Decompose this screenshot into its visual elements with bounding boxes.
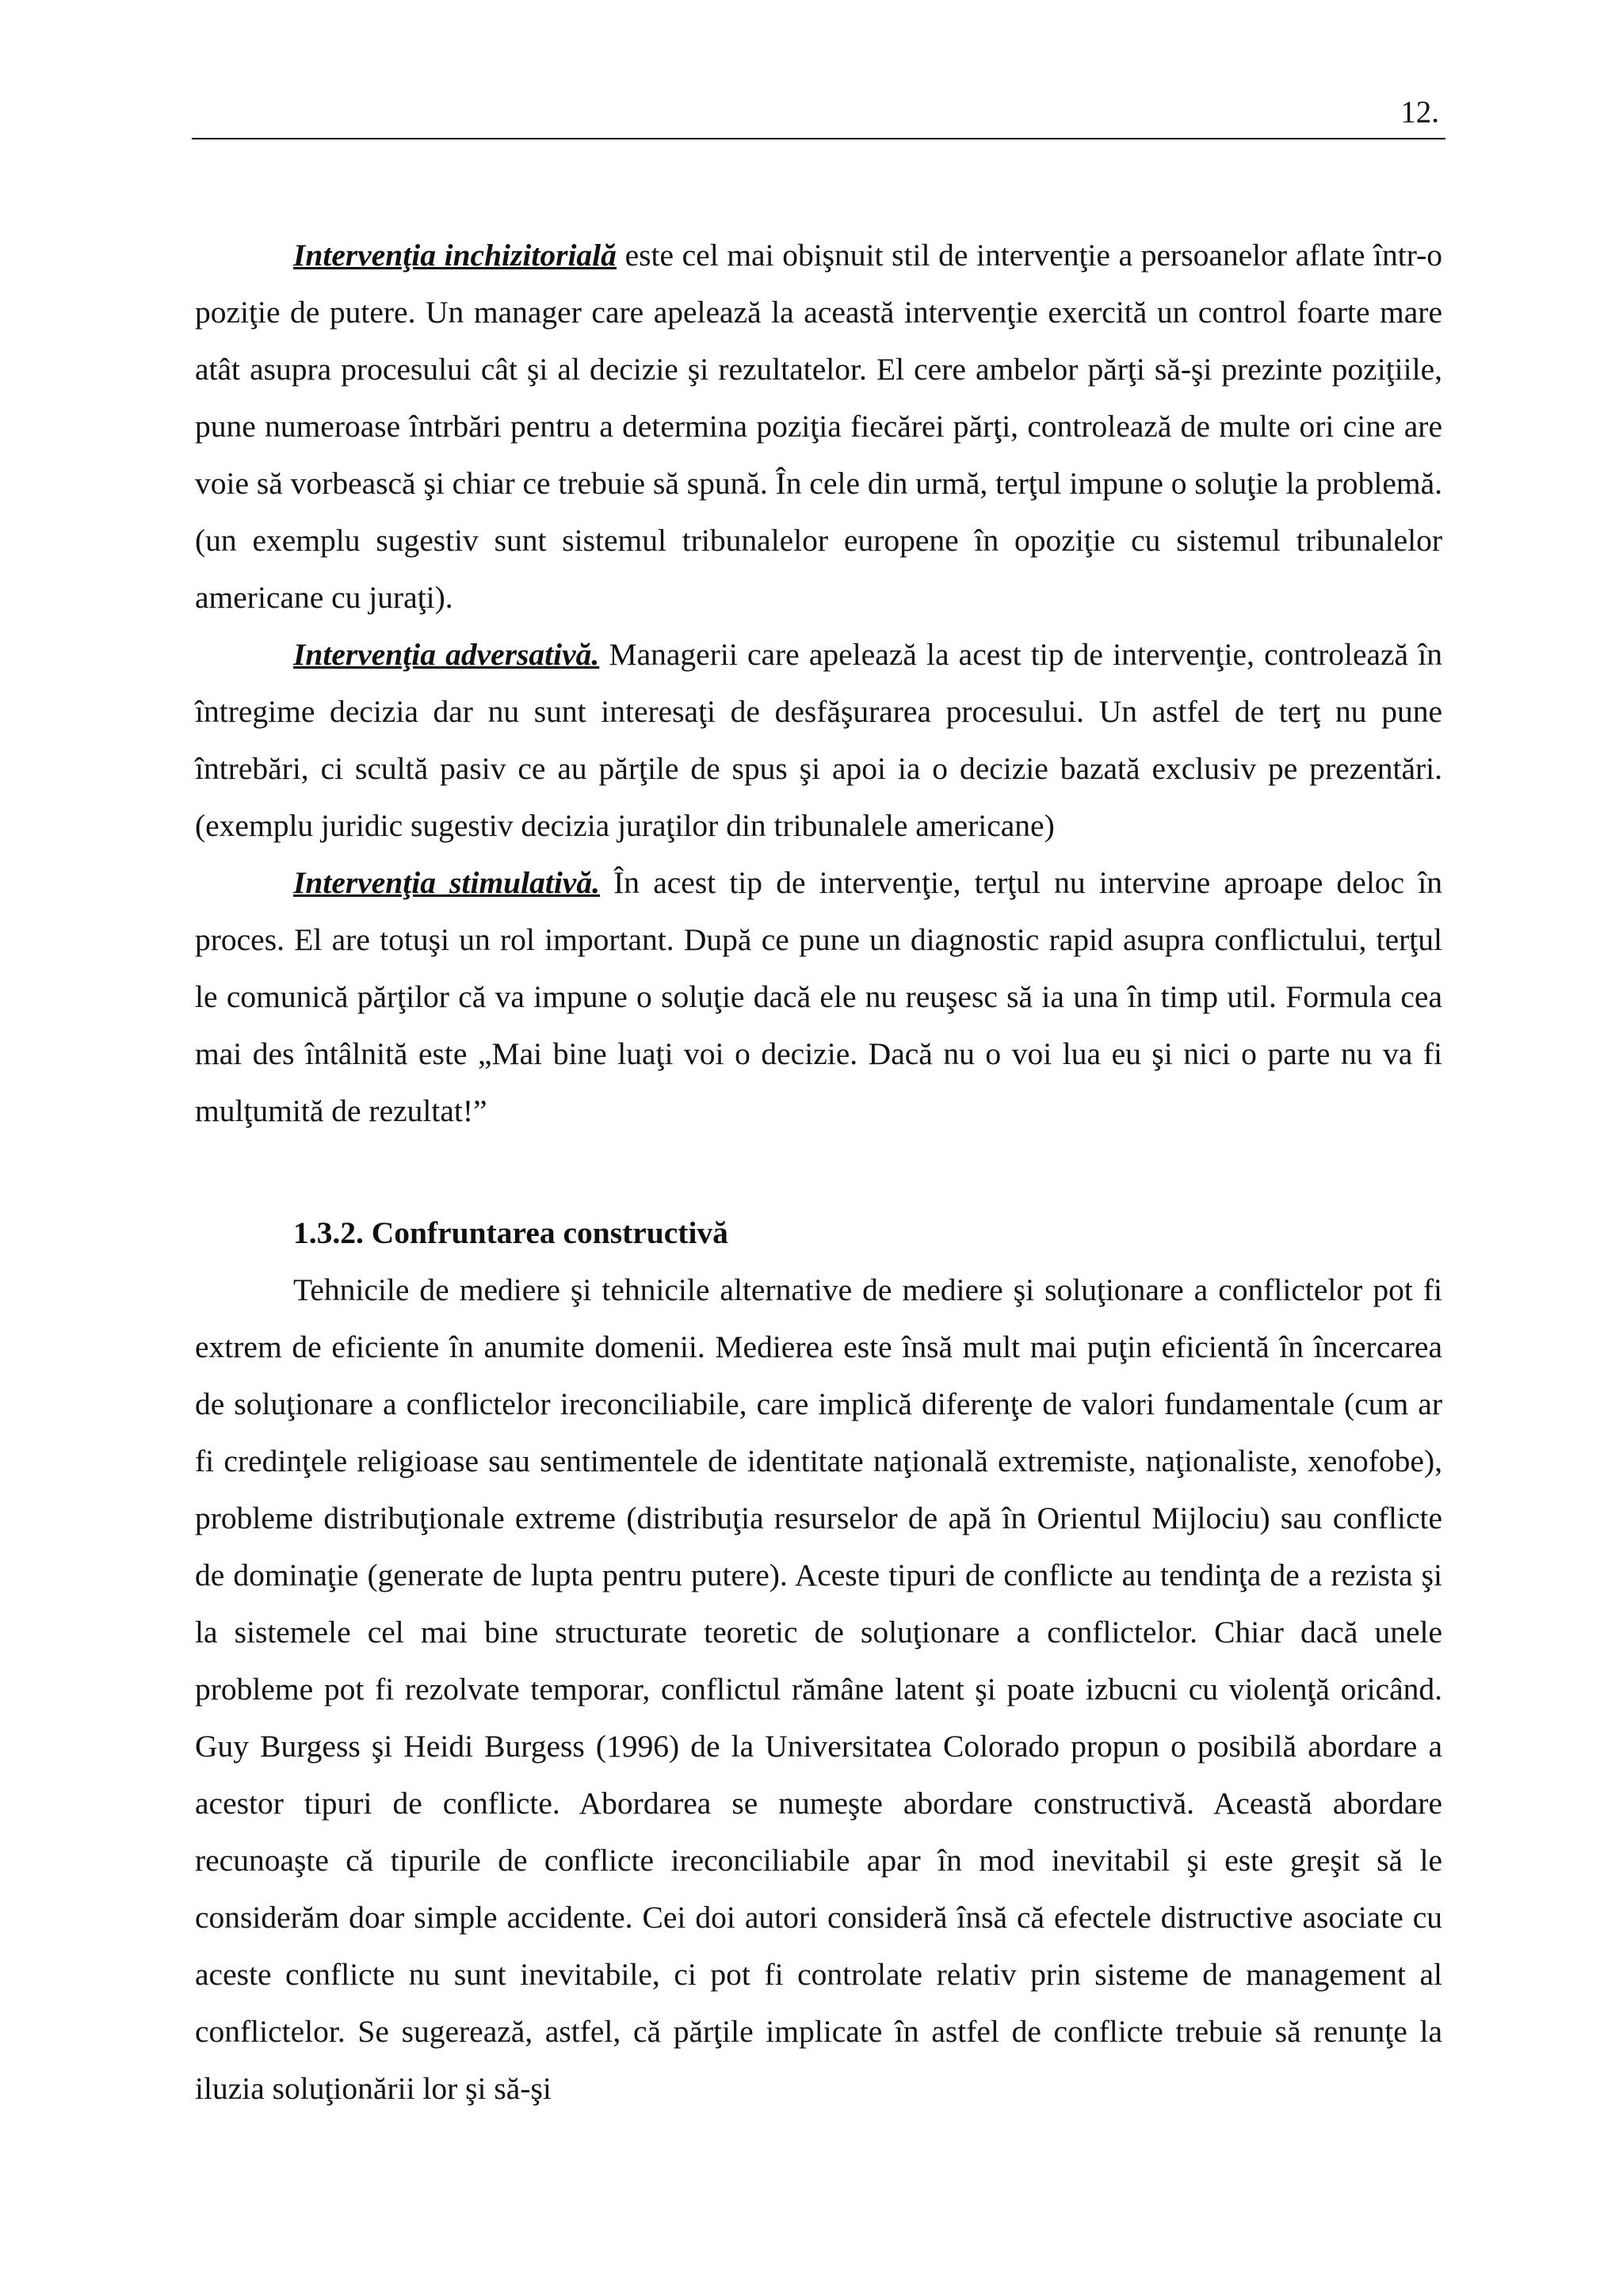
section-paragraph: Tehnicile de mediere şi tehnicile alternative de mediere şi soluţionare a conflictelor pot fi extrem de eficiente în anumite domenii. Medierea este însă mult mai puţin eficientă în încercarea de soluţionare a conflictelor ireconciliabile, care implică diferenţe de valori fundamentale (cum ar fi credinţele religioase sau sentimentele de identitate naţională extremiste, naţionaliste, xenofobe), probleme distribuţionale extreme (distribuţia resurselor de apă în Orientul Mijlociu) sau conflicte de dominaţie (generate de lupta pentru putere). Aceste tipuri de conflicte au tendinţa de a rezista şi la sistemele cel mai bine structurate teoretic de soluţionare a conflictelor. Chiar dacă unele probleme pot fi rezolvate temporar, conflictul rămâne latent şi poate izbucni cu violenţă oricând. Guy Burgess şi Heidi Burgess (1996) de la Universitatea Colorado propun o posibilă abordare a acestor tipuri de conflicte. Abordarea se numeşte abordare constructivă. Această abordare recunoaşte că tipurile de conflicte ireconciliabile apar în mod inevitabil şi este greşit să le considerăm doar simple accidente. Cei doi autori consideră însă că efectele distructive asociate cu aceste conflicte nu sunt inevitabile, ci pot fi controlate relativ prin sisteme de management al conflictelor. Se sugerează, astfel, că părţile implicate în astfel de conflicte trebuie să renunţe la iluzia soluţionării lor şi să-şi — [195, 1272, 1442, 2106]
paragraph-inquisitorial — [195, 227, 1442, 626]
term-inquisitorial: Intervenţia inchizitorială — [293, 238, 617, 273]
section-heading: 1.3.2. Confruntarea constructivă — [293, 1215, 728, 1250]
paragraph-text: În acest tip de intervenţie, terţul nu intervine aproape deloc în proces. El are totuşi un rol important. După ce pune un diagnostic rapid asupra conflictului, terţul le comunică părţilor că va impune o soluţie dacă ele nu reuşesc să ia una în timp util. Formula cea mai des întâlnită este „Mai bine luaţi voi o decizie. Dacă nu o voi lua eu şi nici o parte nu va fi mulţumită de rezultat!” — [195, 865, 1442, 1128]
page-body — [195, 227, 1442, 2117]
term-adversarial: Intervenţia adversativă. — [293, 637, 600, 672]
page-number: 12. — [1400, 95, 1439, 129]
paragraph-text: este cel mai obişnuit stil de intervenţie a persoanelor aflate într-o poziţie de putere. Un manager care apelează la această intervenţie exercită un control foarte mare atât asupra procesului cât şi al decizie şi rezultatelor. El cere ambelor părţi să-şi prezinte poziţiile, pune numeroase întrbări pentru a determina poziţia fiecărei părţi, controlează de multe ori cine are voie să vorbească şi chiar ce trebuie să spună. În cele din urmă, terţul impune o soluţie la problemă. (un exemplu sugestiv sunt sistemul tribunalelor europene în opoziţie cu sistemul tribunalelor americane cu juraţi). — [195, 238, 1442, 615]
paragraph-text: Managerii care apelează la acest tip de intervenţie, controlează în întregime decizia dar nu sunt interesaţi de desfăşurarea procesului. Un astfel de terţ nu pune întrebări, ci scultă pasiv ce au părţile de spus şi apoi ia o decizie bazată exclusiv pe prezentări. (exemplu juridic sugestiv decizia juraţilor din tribunalele americane) — [195, 637, 1442, 843]
header-rule — [192, 138, 1445, 139]
paragraph-stimulative — [195, 854, 1442, 1139]
paragraph-adversarial — [195, 626, 1442, 854]
term-stimulative: Intervenţia stimulativă. — [293, 865, 600, 900]
